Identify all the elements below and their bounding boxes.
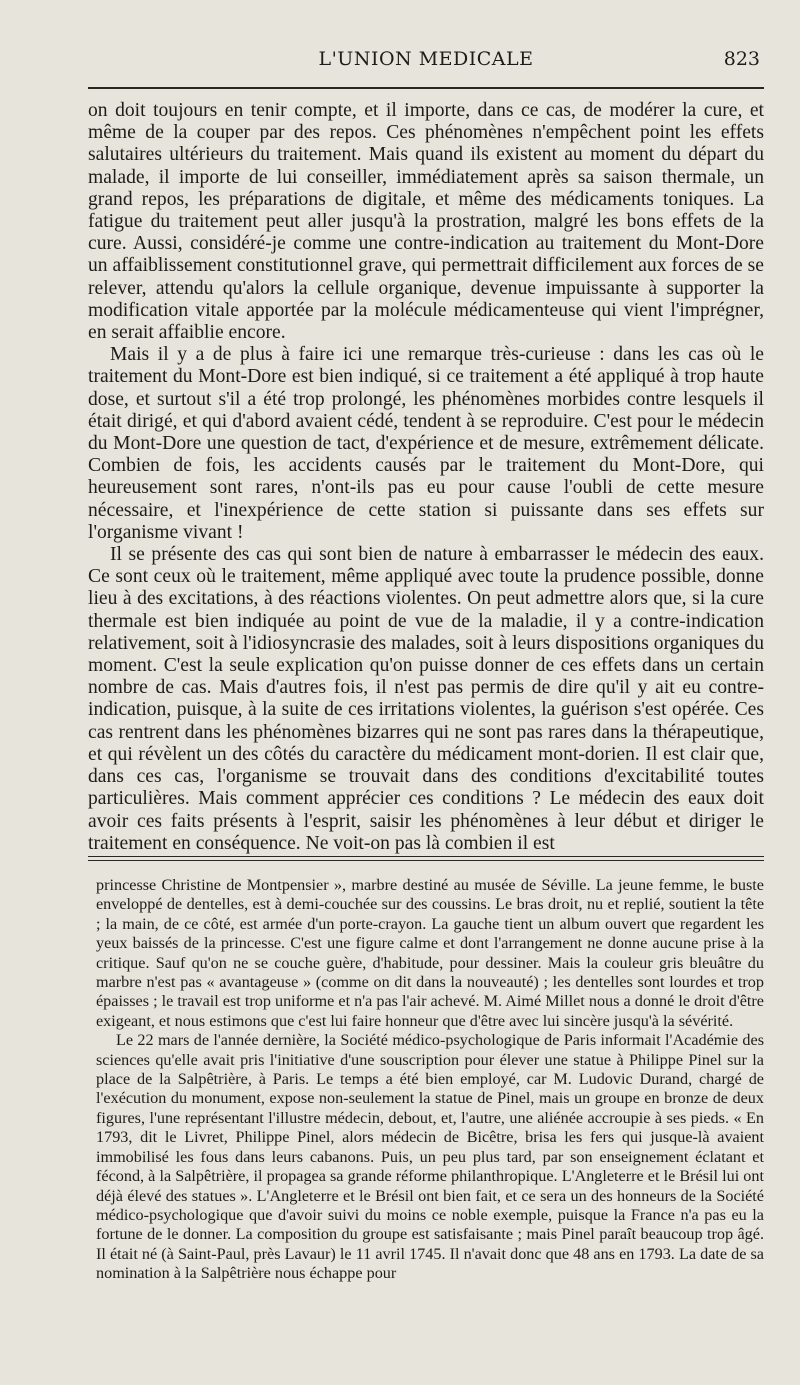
footnote-separator [88, 856, 764, 861]
page-header [88, 48, 764, 78]
main-paragraph: Il se présente des cas qui sont bien de nature à embarrasser le médecin des eaux. Ce sont ceux où le traitement, même appliqué avec toute la prudence possible, donne lieu à des excitations, à des réactions violentes. On peut admettre alors que, si la cure thermale est bien indiquée au point de vue de la maladie, il y a contre-indication relativement, soit à l'idiosyncrasie des malades, soit à leurs dispositions organiques du moment. C'est la seule explication qu'on puisse donner de ces effets dans un certain nombre de cas. Mais d'autres fois, il n'est pas permis de dire qu'il y ait eu contre-indication, puisque, à la suite de ces irritations violentes, la guérison s'est opérée. Ces cas rentrent dans les phénomènes bizarres qui ne sont pas rares dans la thérapeutique, et qui révèlent un des côtés du caractère du médicament mont-dorien. Il est clair que, dans ces cas, l'organisme se trouvait dans des conditions d'excitabilité toutes particulières. Mais comment apprécier ces conditions ? Le médecin des eaux doit avoir ces faits présents à l'esprit, saisir les phénomènes à leur début et diriger le traitement en conséquence. Ne voit-on pas là combien il est [88, 544, 764, 854]
running-title: L'UNION MEDICALE [318, 48, 534, 70]
main-paragraph: on doit toujours en tenir compte, et il importe, dans ce cas, de modérer la cure, et même de la couper par des repos. Ces phénomènes n'empêchent point les effets salutaires ultérieurs du traitement. Mais quand ils existent au moment du départ du malade, il importe de lui conseiller, immédiatement après sa saison thermale, un grand repos, les préparations de digitale, et même des médicaments toniques. La fatigue du traitement peut aller jusqu'à la prostration, malgré les bons effets de la cure. Aussi, considéré-je comme une contre-indication au traitement du Mont-Dore un affaiblissement constitutionnel grave, qui permettrait difficilement aux forces de se relever, attendu qu'alors la cellule organique, devenue impuissante à supporter la modification vitale apportée par la molécule médicamenteuse qui vient l'imprégner, en serait affaiblie encore. [88, 100, 764, 344]
page-number: 823 [723, 48, 760, 70]
footnote-paragraph: Le 22 mars de l'année dernière, la Société médico-psychologique de Paris informait l'Académie des sciences qu'elle avait pris l'initiative d'une souscription pour élever une statue à Philippe Pinel sur la place de la Salpêtrière, à Paris. Le temps a été bien employé, car M. Ludovic Durand, chargé de l'exécution du monument, expose non-seulement la statue de Pinel, mais un groupe en bronze de deux figures, l'une représentant l'illustre médecin, debout, et, l'autre, une aliénée accroupie à ses pieds. « En 1793, dit le Livret, Philippe Pinel, alors médecin de Bicêtre, brisa les fers qui jusque-là avaient immobilisé les fous dans leurs cabanons. Puis, un peu plus tard, par son enseignement éclatant et fécond, à la Salpêtrière, il propagea sa grande réforme philanthropique. L'Angleterre et le Brésil lui ont déjà élevé des statues ». L'Angleterre et le Brésil ont bien fait, et ce sera un des honneurs de la Société médico-psychologique que d'avoir suivi du moins ce noble exemple, puisque la France n'a pas eu la fortune de le donner. La composition du groupe est satisfaisante ; mais Pinel paraît beaucoup trop âgé. Il était né (à Saint-Paul, près Lavaur) le 11 avril 1745. Il n'avait donc que 48 ans en 1793. La date de sa nomination à la Salpêtrière nous échappe pour [96, 1031, 764, 1283]
footnote-paragraph: princesse Christine de Montpensier », marbre destiné au musée de Séville. La jeune femme, le buste enveloppé de dentelles, est à demi-couchée sur des coussins. Le bras droit, nu et replié, soutient la tête ; la main, de ce côté, est armée d'un porte-crayon. La gauche tient un album ouvert que regardent les yeux baissés de la princesse. C'est une figure calme et dont l'arrangement ne donne aucune prise à la critique. Sauf qu'on ne se couche guère, d'habitude, pour dessiner. Mais la couleur gris bleuâtre du marbre n'est pas « avantageuse » (comme on dit dans la nouveauté) ; les dentelles sont lourdes et trop épaisses ; le travail est trop uniforme et n'a pas l'air achevé. M. Aimé Millet nous a donné le droit d'être exigeant, et nous estimons que c'est lui faire honneur que d'être avec lui sincère jusqu'à la sévérité. [96, 876, 764, 1030]
main-paragraph: Mais il y a de plus à faire ici une remarque très-curieuse : dans les cas où le traitement du Mont-Dore est bien indiqué, si ce traitement a été appliqué à trop haute dose, et surtout s'il a été trop prolongé, les phénomènes morbides contre lesquels il était dirigé, et qui d'abord avaient cédé, tendent à se reproduire. C'est pour le médecin du Mont-Dore une question de tact, d'expérience et de mesure, extrêmement délicate. Combien de fois, les accidents causés par le traitement du Mont-Dore, qui heureusement sont rares, n'ont-ils pas eu pour cause l'oubli de cette mesure nécessaire, et l'inexpérience de cette station si puissante dans ses effets sur l'organisme vivant ! [88, 344, 764, 543]
header-rule [88, 87, 764, 89]
main-text [88, 100, 764, 855]
footnote-text [96, 876, 764, 1284]
